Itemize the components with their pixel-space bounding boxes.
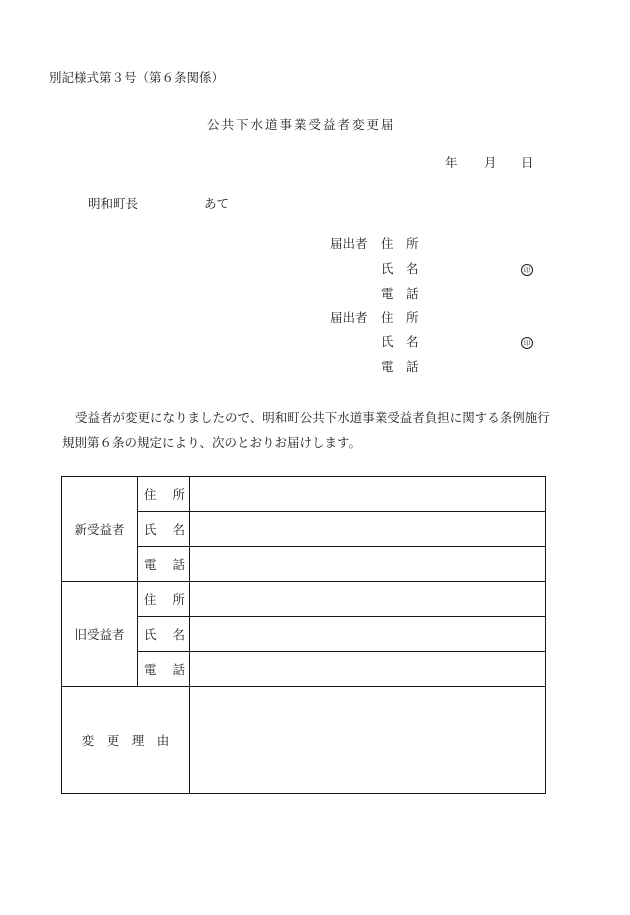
old-address-label (138, 582, 190, 617)
old-phone-field[interactable] (190, 652, 546, 687)
new-name-label (138, 512, 190, 547)
label-char: 住 (144, 487, 157, 502)
notifier-name-char-2: 名 (406, 261, 419, 276)
change-reason-field[interactable] (190, 687, 546, 794)
new-address-label (138, 477, 190, 512)
notifier-address-char-1: 住 (381, 236, 394, 251)
new-phone-field[interactable] (190, 547, 546, 582)
old-name-label (138, 617, 190, 652)
label-char: 住 (144, 592, 157, 607)
addressee-suffix: あて (204, 196, 230, 211)
addressee-name: 明和町長 (88, 196, 139, 211)
date-year-label: 年 (445, 155, 458, 170)
label-char: 氏 (144, 522, 157, 537)
old-name-field[interactable] (190, 617, 546, 652)
label-char: 電 (144, 662, 157, 677)
notifier-name-char-1: 氏 (381, 261, 394, 276)
notifier-label: 届出者 (330, 310, 368, 325)
label-char: 話 (172, 557, 186, 572)
old-beneficiary-label: 旧受益者 (62, 582, 138, 687)
notifier-address-char-2: 所 (406, 236, 419, 251)
new-beneficiary-label: 新受益者 (62, 477, 138, 582)
notifier-address-char-2: 所 (406, 310, 419, 325)
table-row (62, 687, 546, 794)
seal-mark-icon: 印 (521, 264, 533, 276)
notifier-label: 届出者 (330, 236, 368, 251)
label-char: 話 (172, 662, 186, 677)
label-char: 電 (144, 557, 157, 572)
old-address-field[interactable] (190, 582, 546, 617)
new-address-field[interactable] (190, 477, 546, 512)
change-reason-label: 変 更 理 由 (62, 687, 190, 794)
notifier-name-char-1: 氏 (381, 334, 394, 349)
table-row (62, 582, 546, 617)
label-char: 名 (172, 522, 186, 537)
old-phone-label (138, 652, 190, 687)
label-char: 名 (172, 627, 186, 642)
label-char: 氏 (144, 627, 157, 642)
notifier-phone-char-1: 電 (381, 286, 394, 301)
body-paragraph: 受益者が変更になりましたので、明和町公共下水道事業受益者負担に関する条例施行規則第６条の規定により、次のとおりお届けします。 (62, 410, 550, 450)
seal-mark-icon: 印 (521, 337, 533, 349)
notifier-phone-char-2: 話 (406, 359, 419, 374)
notifier-name-char-2: 名 (406, 334, 419, 349)
date-month-label: 月 (484, 155, 497, 170)
notifier-address-char-1: 住 (381, 310, 394, 325)
beneficiary-change-table (61, 476, 546, 794)
notifier-phone-char-2: 話 (406, 286, 419, 301)
table-row (62, 477, 546, 512)
document-title: 公共下水道事業受益者変更届 (207, 117, 396, 132)
label-char: 所 (172, 592, 186, 607)
form-number: 別記様式第３号（第６条関係） (49, 70, 225, 85)
label-char: 所 (172, 487, 186, 502)
new-name-field[interactable] (190, 512, 546, 547)
new-phone-label (138, 547, 190, 582)
notifier-phone-char-1: 電 (381, 359, 394, 374)
date-day-label: 日 (521, 155, 534, 170)
